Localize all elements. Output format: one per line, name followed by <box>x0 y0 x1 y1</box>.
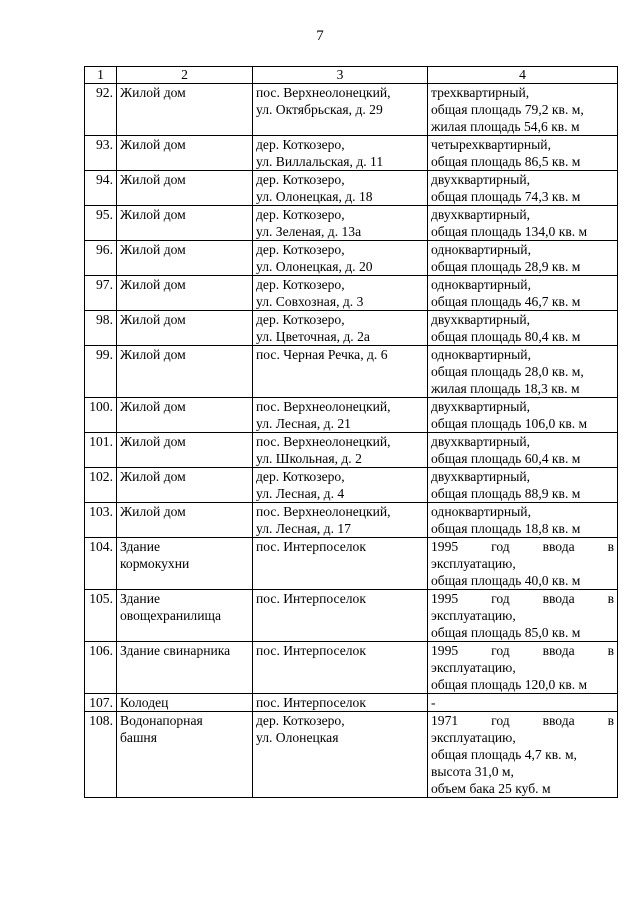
address-line: ул. Зеленая, д. 13а <box>256 224 362 239</box>
word: год <box>491 643 510 658</box>
word: 1995 <box>431 591 459 606</box>
description-line: - <box>431 695 436 710</box>
description-line: двухквартирный, <box>431 172 531 187</box>
table-row <box>85 171 618 206</box>
table-row <box>85 590 618 642</box>
object-name-cell <box>117 590 253 642</box>
object-name-cell <box>117 276 253 311</box>
object-name-line: овощехранилища <box>120 608 221 623</box>
description-line: общая площадь 40,0 кв. м <box>431 573 581 588</box>
description-line <box>431 712 614 729</box>
word: в <box>607 591 614 606</box>
row-number: 101. <box>85 433 117 468</box>
address-cell <box>253 468 428 503</box>
table-row <box>85 241 618 276</box>
word: 1971 <box>431 713 459 728</box>
row-number: 93. <box>85 136 117 171</box>
object-name-line: Жилой дом <box>120 347 186 362</box>
address-cell <box>253 276 428 311</box>
table-row <box>85 712 618 798</box>
description-line: жилая площадь 18,3 кв. м <box>431 381 580 396</box>
table-row <box>85 398 618 433</box>
object-name-line: Жилой дом <box>120 172 186 187</box>
address-line: пос. Верхнеолонецкий, <box>256 399 391 414</box>
description-line: общая площадь 74,3 кв. м <box>431 189 581 204</box>
description-line: общая площадь 134,0 кв. м <box>431 224 588 239</box>
header-cell: 1 <box>85 67 117 84</box>
row-number: 94. <box>85 171 117 206</box>
row-number: 105. <box>85 590 117 642</box>
table-row <box>85 84 618 136</box>
address-line: дер. Коткозеро, <box>256 277 345 292</box>
address-line: ул. Олонецкая, д. 20 <box>256 259 373 274</box>
object-name-cell <box>117 503 253 538</box>
word: 1995 <box>431 643 459 658</box>
address-line: пос. Черная Речка, д. 6 <box>256 347 388 362</box>
object-name-cell <box>117 712 253 798</box>
description-line <box>431 538 614 555</box>
description-cell <box>428 468 618 503</box>
description-line: двухквартирный, <box>431 434 531 449</box>
object-name-line: Жилой дом <box>120 242 186 257</box>
object-name-line: Здание <box>120 539 161 554</box>
object-name-cell <box>117 171 253 206</box>
address-line: ул. Олонецкая, д. 18 <box>256 189 373 204</box>
description-line: общая площадь 28,9 кв. м <box>431 259 581 274</box>
object-name-cell <box>117 468 253 503</box>
description-cell <box>428 590 618 642</box>
object-name-line: Жилой дом <box>120 469 186 484</box>
description-line: эксплуатацию, <box>431 608 516 623</box>
object-name-line: Водонапорная <box>120 713 203 728</box>
address-line: пос. Верхнеолонецкий, <box>256 434 391 449</box>
object-name-cell <box>117 642 253 694</box>
address-line: дер. Коткозеро, <box>256 242 345 257</box>
address-cell <box>253 206 428 241</box>
row-number: 99. <box>85 346 117 398</box>
address-cell <box>253 311 428 346</box>
object-name-line: кормокухни <box>120 556 190 571</box>
row-number: 98. <box>85 311 117 346</box>
address-cell <box>253 712 428 798</box>
address-line: ул. Виллальская, д. 11 <box>256 154 384 169</box>
description-line: общая площадь 60,4 кв. м <box>431 451 581 466</box>
row-number: 104. <box>85 538 117 590</box>
description-cell <box>428 241 618 276</box>
description-cell <box>428 398 618 433</box>
description-line: одноквартирный, <box>431 242 531 257</box>
row-number: 102. <box>85 468 117 503</box>
row-number: 103. <box>85 503 117 538</box>
object-name-cell <box>117 694 253 712</box>
address-cell <box>253 241 428 276</box>
address-line: дер. Коткозеро, <box>256 172 345 187</box>
address-line: ул. Лесная, д. 21 <box>256 416 351 431</box>
address-line: пос. Интерпоселок <box>256 539 366 554</box>
table-header-row <box>85 67 618 84</box>
address-line: ул. Олонецкая <box>256 730 339 745</box>
object-name-line: Жилой дом <box>120 207 186 222</box>
table-row <box>85 538 618 590</box>
address-line: дер. Коткозеро, <box>256 469 345 484</box>
address-cell <box>253 398 428 433</box>
description-line: объем бака 25 куб. м <box>431 781 551 796</box>
header-cell: 2 <box>117 67 253 84</box>
object-name-line: Жилой дом <box>120 504 186 519</box>
description-line: общая площадь 28,0 кв. м, <box>431 364 584 379</box>
description-cell <box>428 206 618 241</box>
row-number: 97. <box>85 276 117 311</box>
address-line: пос. Верхнеолонецкий, <box>256 85 391 100</box>
description-cell <box>428 503 618 538</box>
address-line: пос. Интерпоселок <box>256 591 366 606</box>
description-cell <box>428 276 618 311</box>
word: ввода <box>542 591 575 606</box>
description-line: высота 31,0 м, <box>431 764 514 779</box>
table-row <box>85 346 618 398</box>
address-line: дер. Коткозеро, <box>256 713 345 728</box>
object-name-cell <box>117 84 253 136</box>
address-line: пос. Интерпоселок <box>256 643 366 658</box>
word: ввода <box>542 713 575 728</box>
description-line: двухквартирный, <box>431 312 531 327</box>
description-cell <box>428 311 618 346</box>
address-line: ул. Октябрьская, д. 29 <box>256 102 383 117</box>
word: 1995 <box>431 539 459 554</box>
description-line: двухквартирный, <box>431 399 531 414</box>
address-line: дер. Коткозеро, <box>256 207 345 222</box>
row-number: 107. <box>85 694 117 712</box>
description-line: двухквартирный, <box>431 469 531 484</box>
word: в <box>607 539 614 554</box>
table-row <box>85 311 618 346</box>
header-cell: 4 <box>428 67 618 84</box>
row-number: 96. <box>85 241 117 276</box>
object-name-cell <box>117 311 253 346</box>
table-row <box>85 206 618 241</box>
object-name-line: Жилой дом <box>120 399 186 414</box>
row-number: 106. <box>85 642 117 694</box>
description-line: общая площадь 18,8 кв. м <box>431 521 581 536</box>
description-line: четырехквартирный, <box>431 137 551 152</box>
word: в <box>607 713 614 728</box>
description-line: общая площадь 85,0 кв. м <box>431 625 581 640</box>
description-cell <box>428 538 618 590</box>
object-name-cell <box>117 346 253 398</box>
address-line: ул. Цветочная, д. 2а <box>256 329 370 344</box>
description-line: одноквартирный, <box>431 277 531 292</box>
table-row <box>85 468 618 503</box>
table-body <box>85 84 618 798</box>
description-line: общая площадь 88,9 кв. м <box>431 486 581 501</box>
object-name-cell <box>117 136 253 171</box>
description-line: двухквартирный, <box>431 207 531 222</box>
address-line: ул. Совхозная, д. 3 <box>256 294 364 309</box>
object-name-cell <box>117 538 253 590</box>
row-number: 100. <box>85 398 117 433</box>
description-line: общая площадь 4,7 кв. м, <box>431 747 577 762</box>
object-name-line: Жилой дом <box>120 312 186 327</box>
description-line: трехквартирный, <box>431 85 530 100</box>
table-row <box>85 642 618 694</box>
address-cell <box>253 642 428 694</box>
address-line: пос. Интерпоселок <box>256 695 366 710</box>
address-cell <box>253 346 428 398</box>
address-cell <box>253 503 428 538</box>
description-cell <box>428 642 618 694</box>
description-cell <box>428 694 618 712</box>
object-name-line: Жилой дом <box>120 434 186 449</box>
object-name-cell <box>117 206 253 241</box>
description-line <box>431 642 614 659</box>
address-cell <box>253 171 428 206</box>
word: в <box>607 643 614 658</box>
address-line: ул. Лесная, д. 17 <box>256 521 351 536</box>
address-cell <box>253 694 428 712</box>
description-cell <box>428 136 618 171</box>
address-cell <box>253 84 428 136</box>
table-row <box>85 136 618 171</box>
word: ввода <box>542 643 575 658</box>
description-line: эксплуатацию, <box>431 660 516 675</box>
description-line: общая площадь 46,7 кв. м <box>431 294 581 309</box>
row-number: 95. <box>85 206 117 241</box>
address-cell <box>253 538 428 590</box>
object-name-line: башня <box>120 730 157 745</box>
table-row <box>85 433 618 468</box>
row-number: 92. <box>85 84 117 136</box>
word: год <box>491 591 510 606</box>
object-name-cell <box>117 433 253 468</box>
description-cell <box>428 433 618 468</box>
address-cell <box>253 136 428 171</box>
object-name-line: Жилой дом <box>120 277 186 292</box>
table-row <box>85 503 618 538</box>
description-line: одноквартирный, <box>431 347 531 362</box>
description-line: жилая площадь 54,6 кв. м <box>431 119 580 134</box>
word: ввода <box>542 539 575 554</box>
table-row <box>85 694 618 712</box>
object-name-cell <box>117 241 253 276</box>
address-line: ул. Лесная, д. 4 <box>256 486 345 501</box>
word: год <box>491 713 510 728</box>
address-line: дер. Коткозеро, <box>256 137 345 152</box>
description-line: общая площадь 120,0 кв. м <box>431 677 588 692</box>
description-line: эксплуатацию, <box>431 730 516 745</box>
description-cell <box>428 84 618 136</box>
property-table <box>84 66 618 798</box>
address-cell <box>253 590 428 642</box>
address-line: пос. Верхнеолонецкий, <box>256 504 391 519</box>
table-row <box>85 276 618 311</box>
address-line: ул. Школьная, д. 2 <box>256 451 362 466</box>
description-line: общая площадь 106,0 кв. м <box>431 416 588 431</box>
word: год <box>491 539 510 554</box>
description-cell <box>428 712 618 798</box>
description-cell <box>428 346 618 398</box>
object-name-line: Здание свинарника <box>120 643 231 658</box>
description-cell <box>428 171 618 206</box>
description-line: эксплуатацию, <box>431 556 516 571</box>
row-number: 108. <box>85 712 117 798</box>
object-name-line: Здание <box>120 591 161 606</box>
object-name-line: Колодец <box>120 695 169 710</box>
header-cell: 3 <box>253 67 428 84</box>
object-name-cell <box>117 398 253 433</box>
address-line: дер. Коткозеро, <box>256 312 345 327</box>
description-line: общая площадь 86,5 кв. м <box>431 154 581 169</box>
object-name-line: Жилой дом <box>120 137 186 152</box>
page-number: 7 <box>316 28 324 44</box>
description-line <box>431 590 614 607</box>
object-name-line: Жилой дом <box>120 85 186 100</box>
address-cell <box>253 433 428 468</box>
description-line: общая площадь 79,2 кв. м, <box>431 102 584 117</box>
description-line: одноквартирный, <box>431 504 531 519</box>
description-line: общая площадь 80,4 кв. м <box>431 329 581 344</box>
